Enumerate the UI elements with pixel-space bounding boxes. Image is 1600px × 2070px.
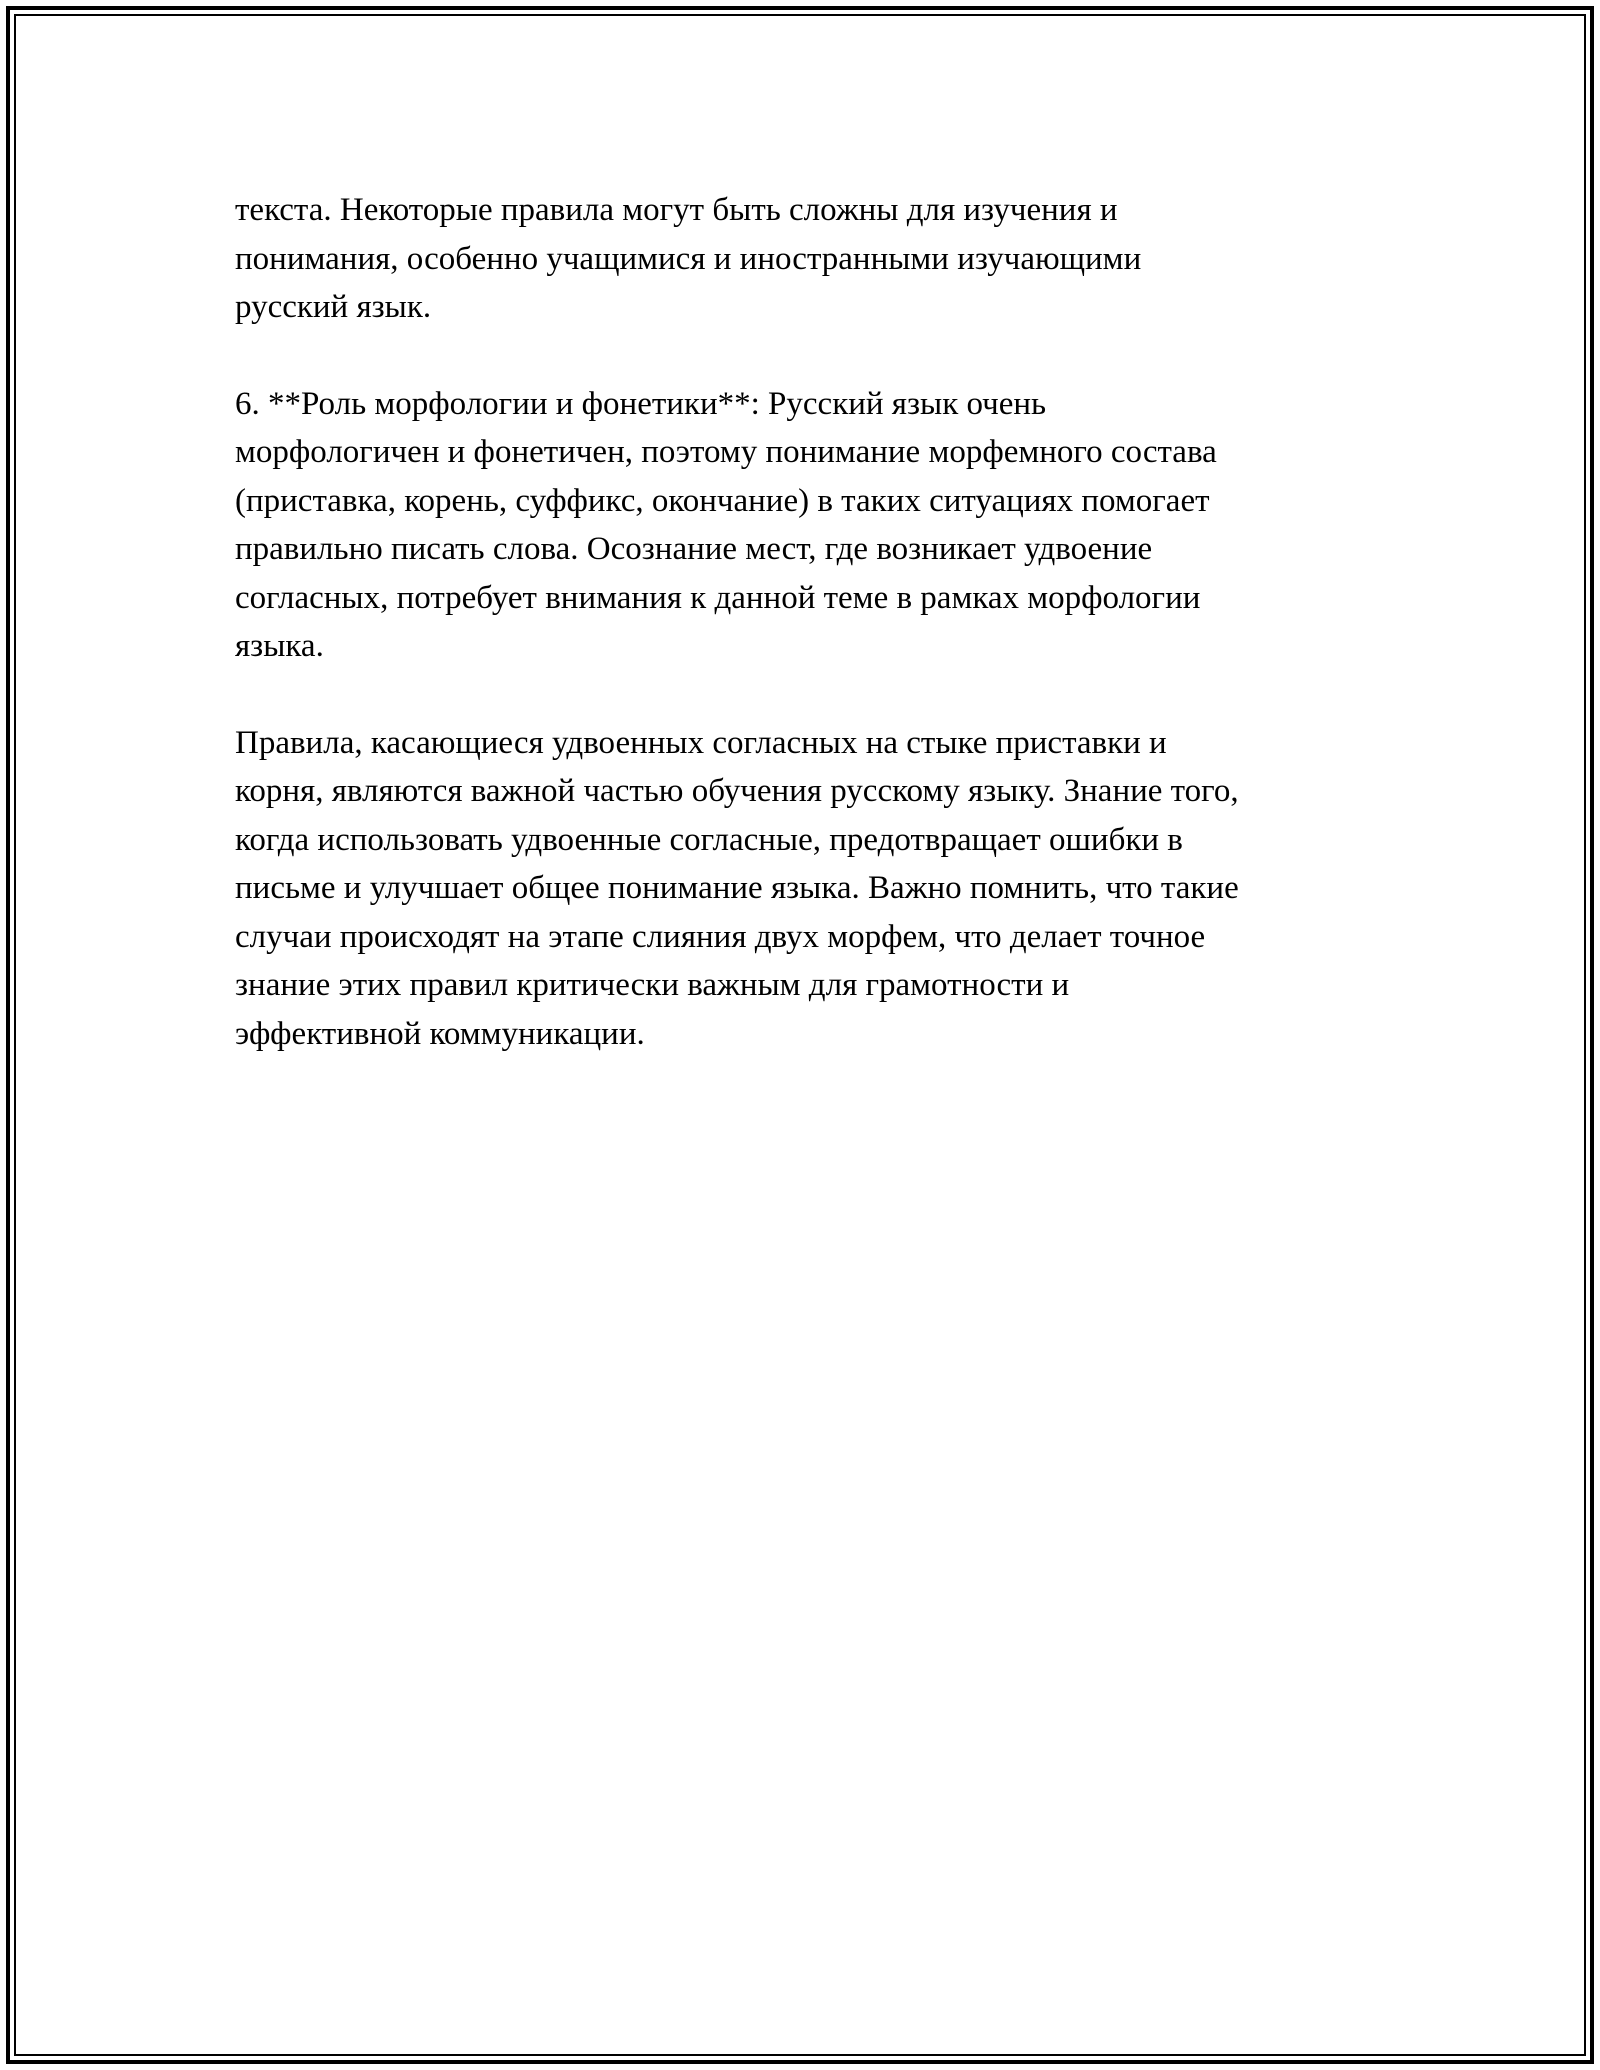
text-line: (приставка, корень, суффикс, окончание) в таких ситуациях помогает	[235, 482, 1210, 519]
paragraph-conclusion	[235, 719, 1385, 1059]
paragraph-morphology-phonetics	[235, 380, 1385, 671]
text-line: случаи происходят на этапе слияния двух морфем, что делает точное	[235, 918, 1206, 955]
text-line: языка.	[235, 628, 324, 664]
text-line: правильно писать слова. Осознание мест, где возникает удвоение	[235, 531, 1153, 567]
paragraph-continuation	[235, 186, 1385, 332]
document-body	[235, 186, 1385, 1106]
text-line: согласных, потребует внимания к данной теме в рамках морфологии	[235, 579, 1201, 616]
text-line: морфологичен и фонетичен, поэтому понимание морфемного состава	[235, 434, 1217, 470]
text-line: русский язык.	[235, 289, 432, 325]
text-line: знание этих правил критически важным для грамотности и	[235, 967, 1070, 1003]
text-line: письме и улучшает общее понимание языка. Важно помнить, что такие	[235, 870, 1239, 906]
text-line: текста. Некоторые правила могут быть сложны для изучения и	[235, 192, 1118, 228]
text-line: корня, являются важной частью обучения русскому языку. Знание того,	[235, 773, 1239, 809]
text-line: 6. **Роль морфологии и фонетики**: Русский язык очень	[235, 385, 1047, 422]
text-line: когда использовать удвоенные согласные, предотвращает ошибки в	[235, 821, 1183, 858]
text-line: Правила, касающиеся удвоенных согласных на стыке приставки и	[235, 724, 1167, 761]
text-line: эффективной коммуникации.	[235, 1015, 645, 1052]
text-line: понимания, особенно учащимися и иностранными изучающими	[235, 240, 1142, 277]
